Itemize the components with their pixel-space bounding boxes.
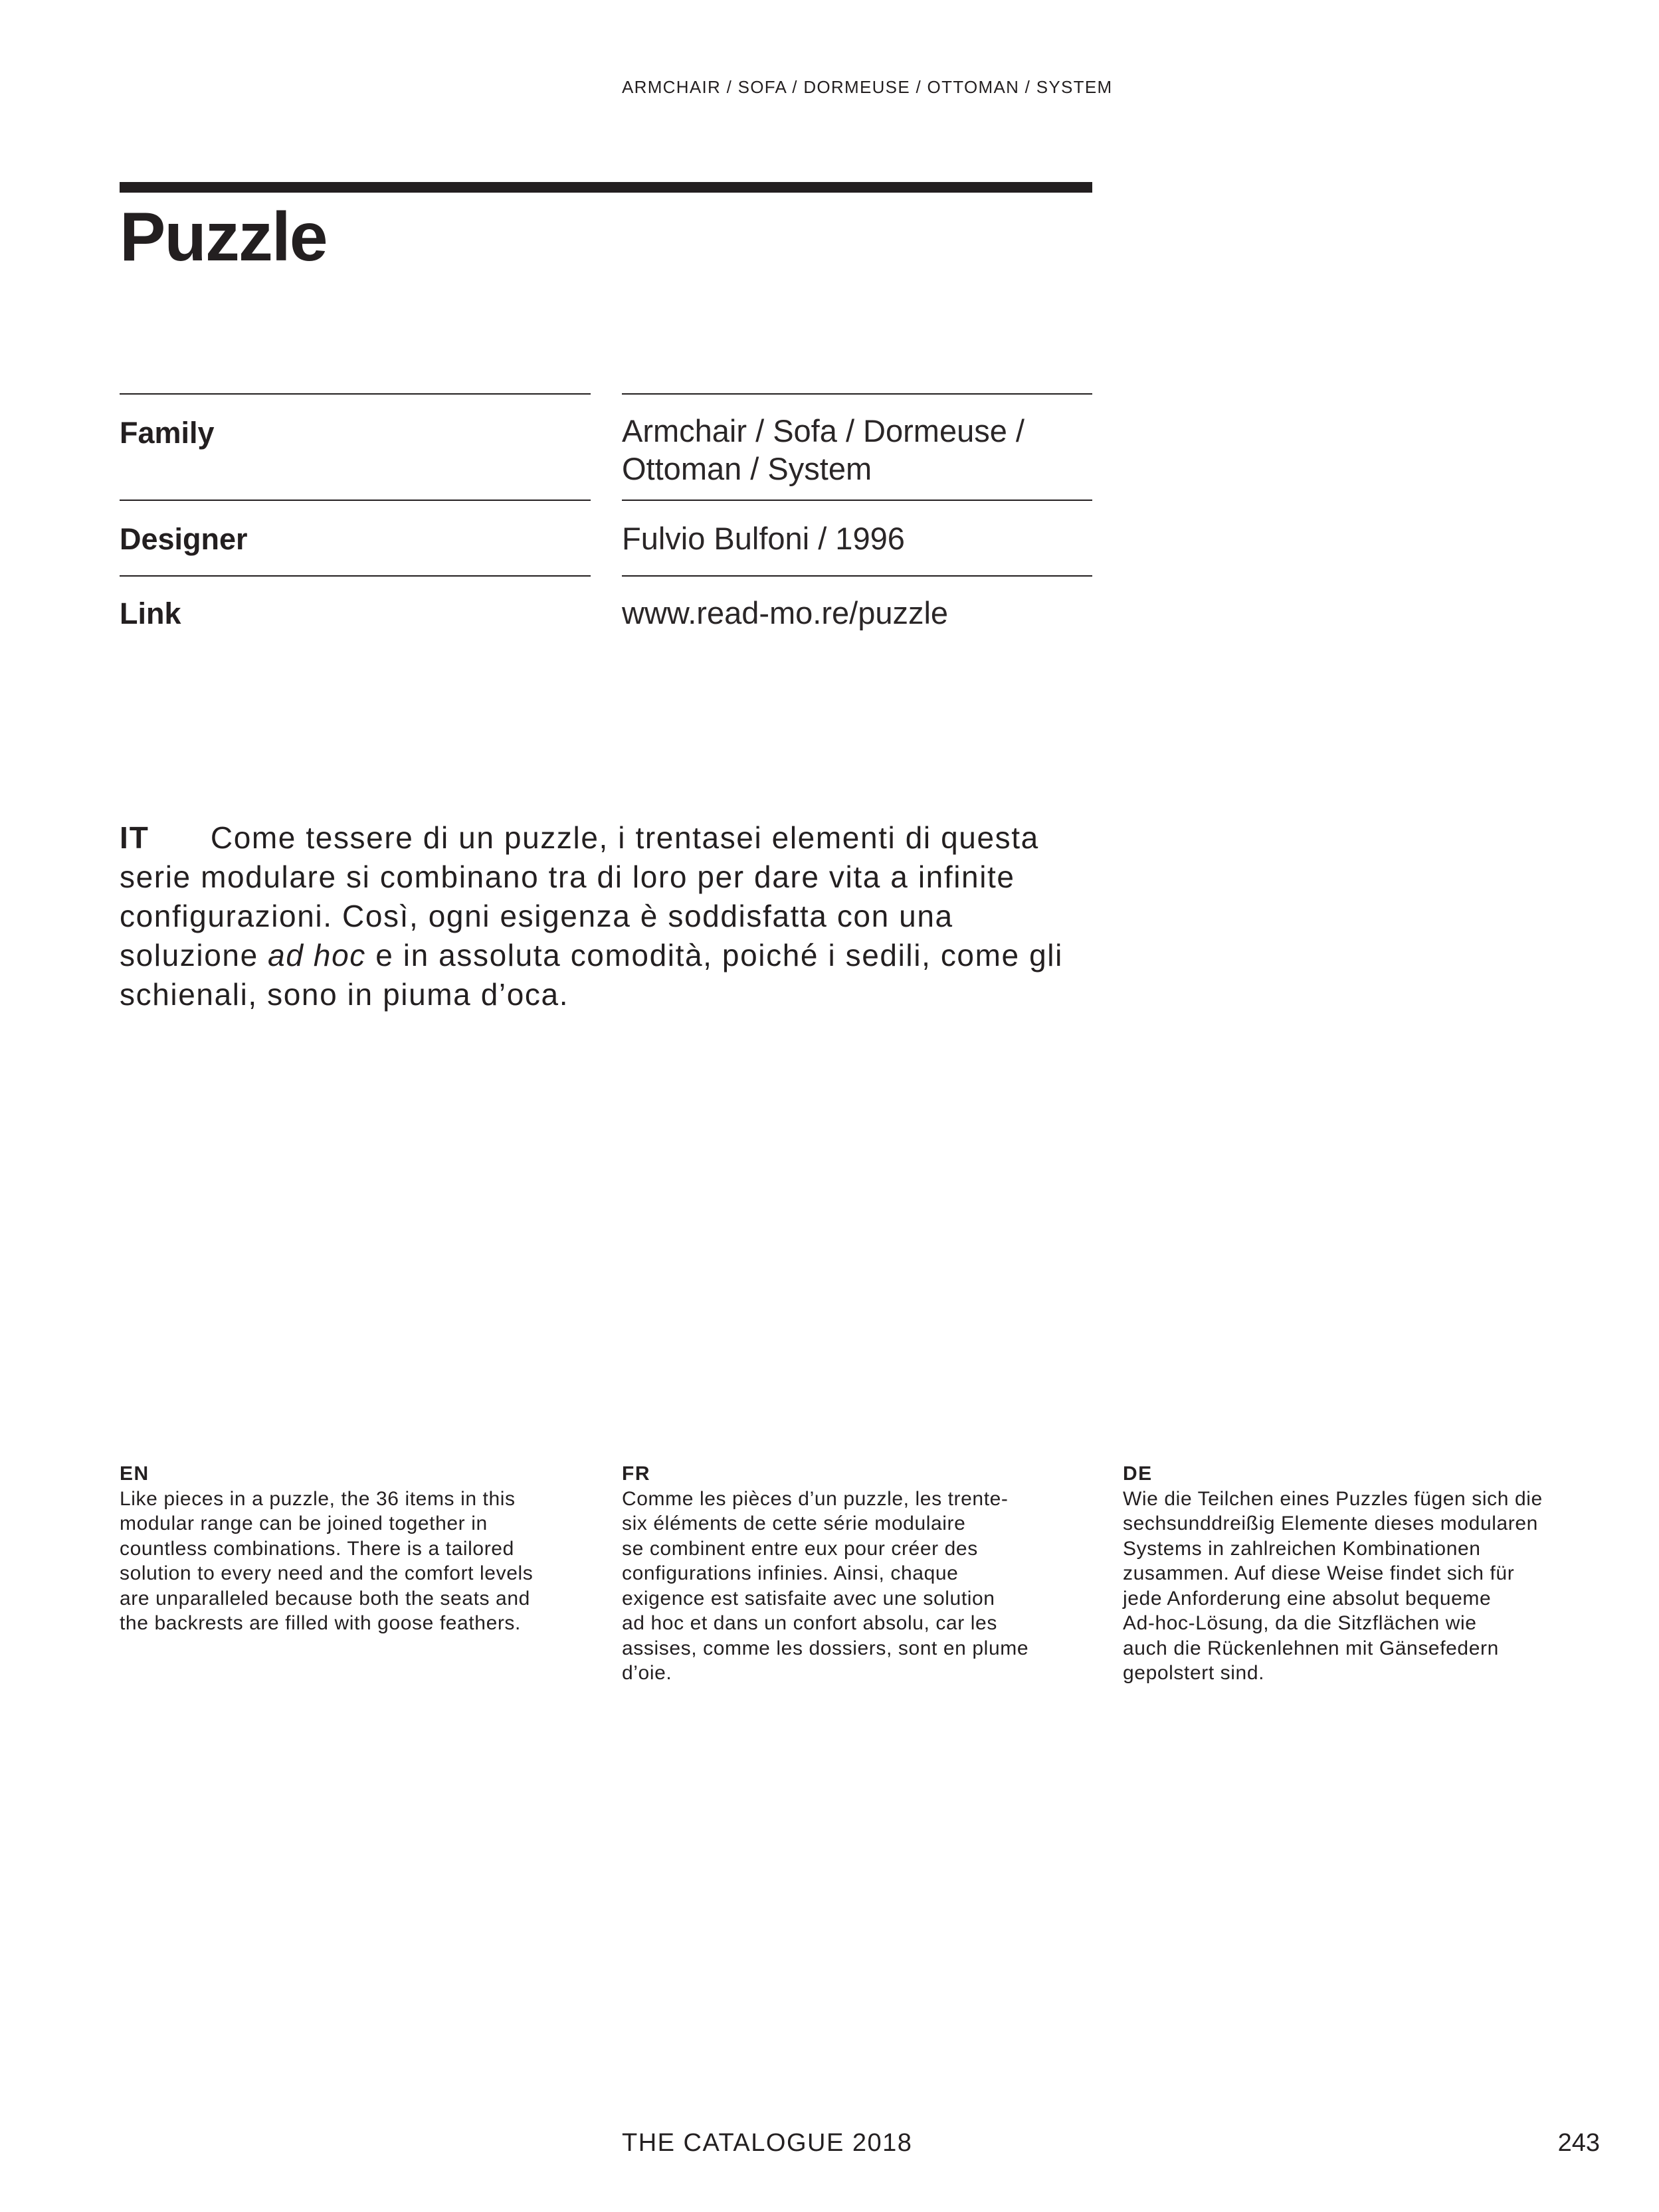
- page-number: 243: [1557, 2129, 1600, 2157]
- spec-label-link: Link: [120, 597, 181, 630]
- translation-lang-code: DE: [1123, 1463, 1153, 1485]
- translation-column-en: [120, 1461, 585, 1636]
- footer-catalogue-title: THE CATALOGUE 2018: [622, 2129, 913, 2157]
- category-breadcrumb: ARMCHAIR / SOFA / DORMEUSE / OTTOMAN / SYSTEM: [622, 77, 1113, 97]
- translation-column-fr: [622, 1461, 1087, 1686]
- spec-divider: [622, 575, 1092, 577]
- intro-lang-code: IT: [120, 820, 149, 855]
- spec-divider: [120, 500, 591, 501]
- spec-label-family: Family: [120, 416, 215, 450]
- translation-lang-code: EN: [120, 1463, 149, 1485]
- title-rule: [120, 182, 1092, 193]
- spec-divider: [622, 393, 1092, 395]
- translation-lang-code: FR: [622, 1463, 650, 1485]
- translation-column-de: [1123, 1461, 1588, 1686]
- translation-text: Comme les pièces d’un puzzle, les trente- six éléments de cette série modulaire se combinent entre eux pour créer des configurations infinies. Ainsi, chaque exigence est satisfaite avec une solution ad hoc et dans un confort absolu, car les assises, comme les dossiers, sont en plume d’oie.: [622, 1487, 1029, 1684]
- spec-divider: [120, 393, 591, 395]
- spec-divider: [622, 500, 1092, 501]
- spec-label-designer: Designer: [120, 522, 248, 556]
- spec-value-designer: Fulvio Bulfoni / 1996: [622, 521, 905, 556]
- spec-divider: [120, 575, 591, 577]
- translation-text: Wie die Teilchen eines Puzzles fügen sich die sechsunddreißig Elemente dieses modularen Systems in zahlreichen Kombinationen zusammen. Auf diese Weise findet sich für jede Anforderung eine absolut bequeme Ad-hoc-Lösung, da die Sitzflächen wie auch die Rückenlehnen mit Gänsefedern gepolstert sind.: [1123, 1487, 1543, 1684]
- intro-text-after: e in assoluta comodità, poiché i sedili, come gli schienali, sono in piuma d’oca.: [120, 938, 1063, 1012]
- spec-value-link[interactable]: www.read-mo.re/puzzle: [622, 595, 949, 630]
- translation-text: Like pieces in a puzzle, the 36 items in this modular range can be joined together in countless combinations. There is a tailored solution to every need and the comfort levels are unparalleled because both the seats and the backrests are filled with goose feathers.: [120, 1487, 534, 1634]
- product-title: Puzzle: [120, 199, 327, 276]
- intro-paragraph: [120, 818, 1096, 1014]
- intro-text-before: Come tessere di un puzzle, i trentasei elementi di questa serie modulare si combinano tra di loro per dare vita a infinite configurazioni. Così, ogni esigenza è soddisfatta con una soluzione: [120, 820, 1039, 972]
- intro-text-italic: ad hoc: [268, 938, 366, 972]
- spec-value-family: Armchair / Sofa / Dormeuse / Ottoman / System: [622, 413, 1025, 486]
